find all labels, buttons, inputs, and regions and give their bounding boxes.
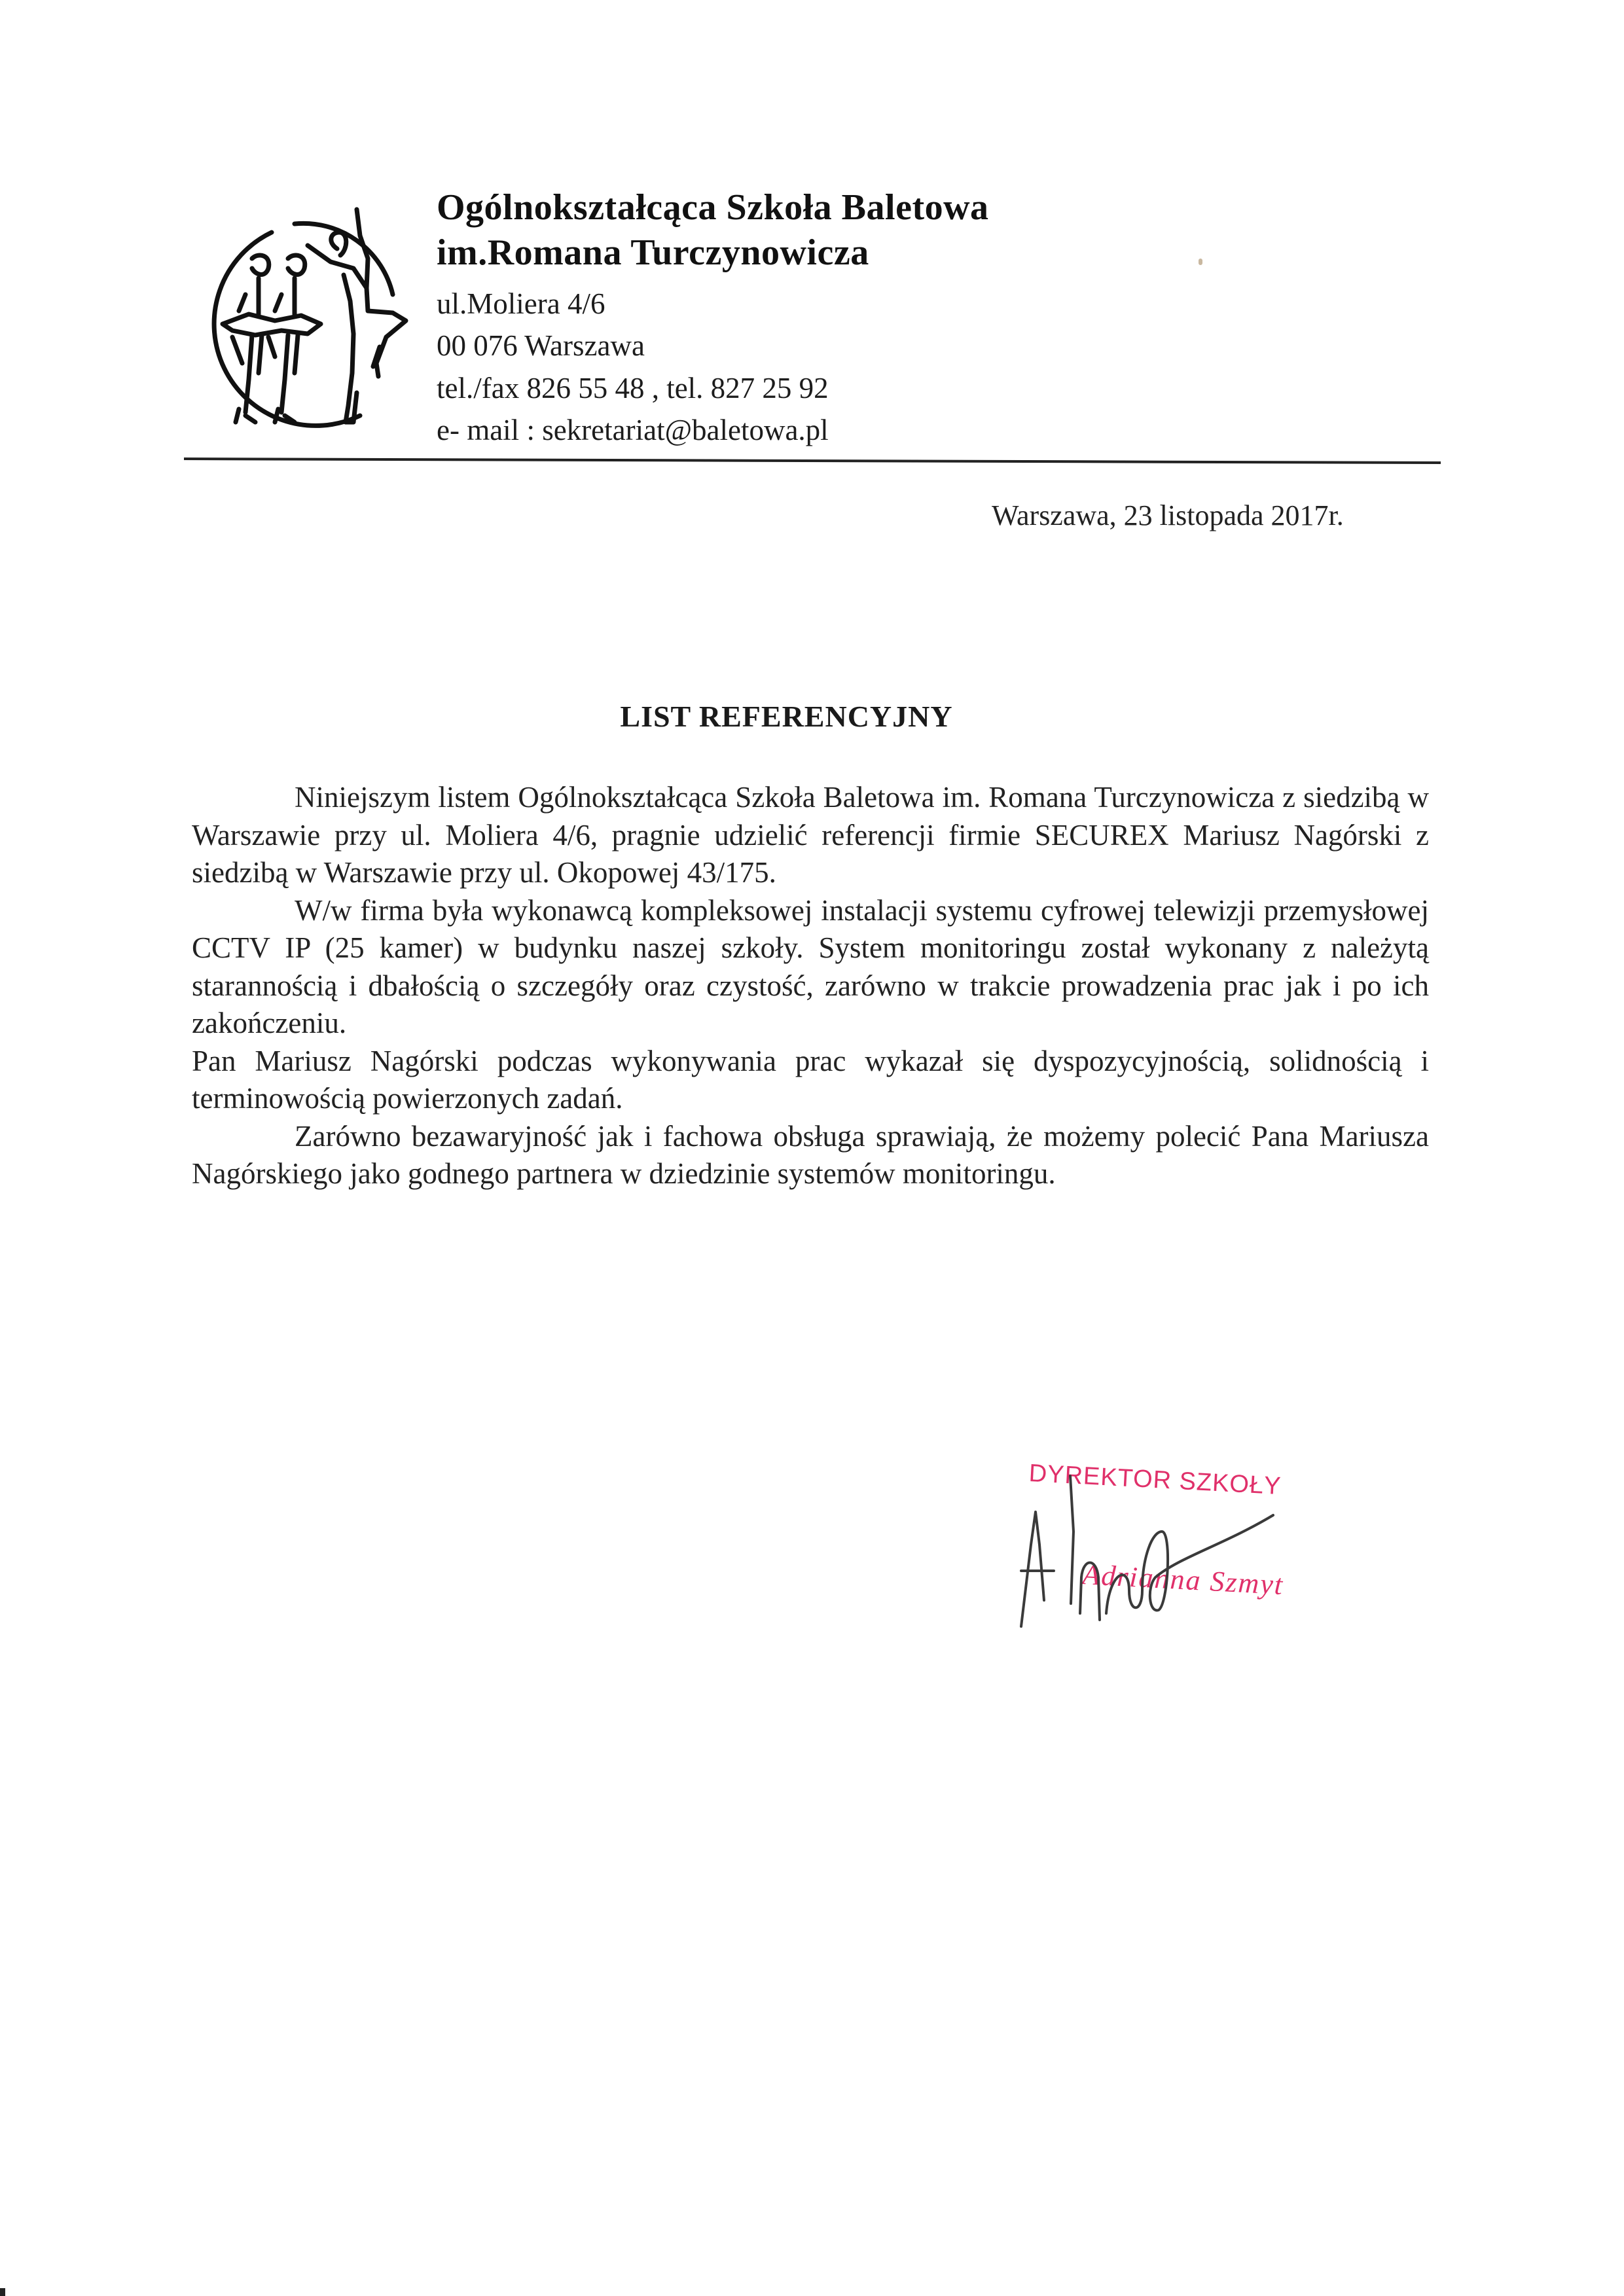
body-paragraph: Pan Mariusz Nagórski podczas wykonywania prac wykazał się dyspozycyjnością, solidnością i terminowością powierzonych zadań. [192, 1044, 1429, 1115]
date-line: Warszawa, 23 listopada 2017r. [992, 499, 1344, 531]
body-paragraph: Zarówno bezawaryjność jak i fachowa obsługa sprawiają, że możemy polecić Pana Mariusza Nagórskiego jako godnego partnera w dziedzinie systemów monitoringu. [192, 1119, 1429, 1190]
school-logo-icon [196, 196, 419, 452]
body-paragraph: Niniejszym listem Ogólnokształcąca Szkoła Baletowa im. Romana Turczynowicza z siedzibą w Warszawie przy ul. Moliera 4/6, pragnie udzielić referencji firmie SECUREX Mariusz Nagórski z siedzibą w Warszawie przy ul. Okopowej 43/175. [192, 781, 1429, 889]
body-paragraph: W/w firma była wykonawcą kompleksowej instalacji systemu cyfrowej telewizji przemysłowej CCTV IP (25 kamer) w budynku naszej szkoły. System monitoringu został wykonany z należytą starannością i dbałością o szczegóły oraz czystość, zarówno w trakcie prowadzenia prac jak i po ich zakończeniu. [192, 893, 1429, 1039]
school-patron: im.Romana Turczynowicza [437, 232, 869, 273]
scan-speck [1199, 259, 1202, 265]
letterhead-divider [184, 457, 1441, 464]
stamp-name: Adrianna Szmyt [1081, 1558, 1285, 1602]
school-phones: tel./fax 826 55 48 , tel. 827 25 92 [437, 372, 829, 404]
school-email: e- mail : sekretariat@baletowa.pl [437, 414, 829, 446]
stamp-position-title: DYREKTOR SZKOŁY [1028, 1460, 1282, 1501]
school-name: Ogólnokształcąca Szkoła Baletowa [437, 187, 989, 228]
school-street: ul.Moliera 4/6 [437, 287, 605, 320]
signature-icon [1008, 1440, 1348, 1649]
scan-corner-mark [0, 2288, 5, 2296]
document-title: LIST REFERENCYJNY [620, 700, 953, 733]
school-city: 00 076 Warszawa [437, 329, 645, 362]
letter-body [192, 779, 1429, 1193]
